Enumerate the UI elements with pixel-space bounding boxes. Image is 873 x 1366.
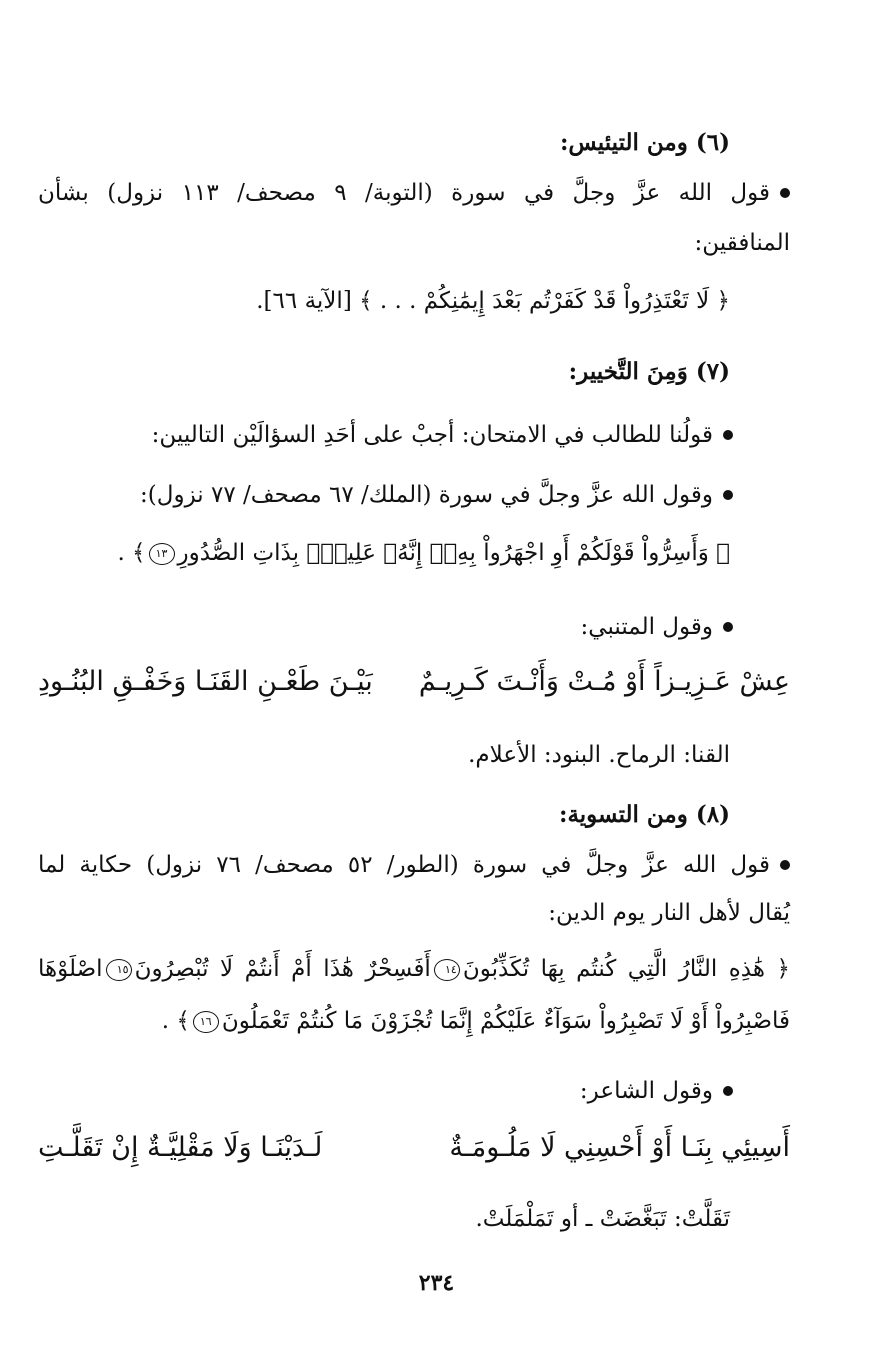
bullet-icon: [723, 1086, 733, 1096]
bullet-item: [140, 478, 733, 512]
verse-text: أَفَسِحْرٌ هَٰذَا أَمْ أَنتُمْ لَا تُبْصِرُونَ: [134, 956, 431, 982]
page-number: ٢٣٤: [418, 1270, 455, 1296]
gloss-text: تَقَلَّتْ: تَبَغَّضَتْ ـ أو تَمَلْمَلَتْ.: [475, 1206, 730, 1232]
paragraph-text: وقول الله عزَّ وجلَّ في سورة (الملك/ ٦٧ مصحف/ ٧٧ نزول):: [140, 482, 713, 508]
quran-verse: [117, 536, 730, 570]
paragraph-text: وقول الشاعر:: [579, 1078, 713, 1104]
section-heading-7: (٧) وَمِنَ التَّخيير:: [568, 358, 730, 385]
bullet-icon: [780, 188, 790, 198]
poem-hemistich-first: أَسِيئِي بِنَـا أَوْ أَحْسِنِي لَا مَلُـومَـةٌ: [449, 1132, 790, 1163]
section-heading-6: (٦) ومن التيئيس:: [559, 129, 730, 156]
quran-verse: [162, 1004, 790, 1038]
bullet-item: [38, 848, 790, 882]
ayah-number-icon: ١٤: [434, 959, 460, 981]
verse-text: فَاصْبِرُواْ أَوْ لَا تَصْبِرُواْ سَوَآءٌ عَلَيْكُمْ إِنَّمَا تُجْزَوْنَ مَا كُنتُمْ تَعْمَلُونَ: [221, 1008, 790, 1034]
verse-text: ﴿ هَٰذِهِ النَّارُ الَّتِي كُنتُم بِهَا تُكَذِّبُونَ: [462, 956, 790, 982]
paragraph-text: قول الله عزَّ وجلَّ في سورة (الطور/ ٥٢ مصحف/ ٧٦ نزول) حكاية لما: [38, 852, 770, 878]
bullet-icon: [723, 490, 733, 500]
section-heading-8: (٨) ومن التسوية:: [558, 801, 730, 828]
paragraph-text: يُقال لأهل النار يوم الدين:: [548, 900, 790, 926]
quran-verse: ﴿ لَا تَعْتَذِرُواْ قَدْ كَفَرْتُم بَعْدَ إِيمَٰنِكُمْ . . . ﴾ [الآية ٦٦].: [256, 288, 730, 314]
bullet-item: [38, 176, 790, 210]
paragraph-text: وقول المتنبي:: [580, 614, 713, 640]
quran-verse: [38, 952, 790, 986]
poem-hemistich-second: لَـدَيْنَـا وَلَا مَقْلِيَّـةٌ إِنْ تَقَلَّـتِ: [38, 1132, 323, 1163]
bullet-icon: [723, 430, 733, 440]
poem-hemistich-first: عِشْ عَـزِيـزاً أَوْ مُـتْ وَأَنْـتَ كَـرِيـمٌ: [418, 666, 790, 697]
poem-hemistich-second: بَيْـنَ طَعْـنِ القَنَـا وَخَفْـقِ البُنُـودِ: [38, 666, 373, 697]
verse-end: ﴾ .: [117, 540, 146, 566]
verse-text: اصْلَوْهَا: [38, 956, 103, 982]
paragraph-text: قولُنا للطالب في الامتحان: أجبْ على أحَدِ السؤالَيْن التاليين:: [151, 422, 713, 448]
verse-text: ﴿ وَأَسِرُّواْ قَوْلَكُمْ أَوِ اجْهَرُواْ بِهِۦٓ إِنَّهُۥ عَلِيمٌۢ بِذَاتِ الصُّدُورِ: [177, 540, 730, 566]
gloss-text: القنا: الرماح. البنود: الأعلام.: [468, 742, 730, 768]
bullet-item: [152, 418, 733, 452]
bullet-item: [580, 1074, 733, 1108]
bullet-icon: [780, 860, 790, 870]
paragraph-text: المنافقين:: [694, 230, 790, 256]
bullet-icon: [723, 622, 733, 632]
ayah-number-icon: ١٥: [106, 959, 132, 981]
paragraph-text: قول الله عزَّ وجلَّ في سورة (التوبة/ ٩ مصحف/ ١١٣ نزول) بشأن: [38, 180, 770, 206]
ayah-number-icon: ١٣: [149, 543, 175, 565]
verse-end: ﴾ .: [161, 1008, 190, 1034]
bullet-item: [581, 610, 733, 644]
ayah-number-icon: ١٦: [193, 1011, 219, 1033]
